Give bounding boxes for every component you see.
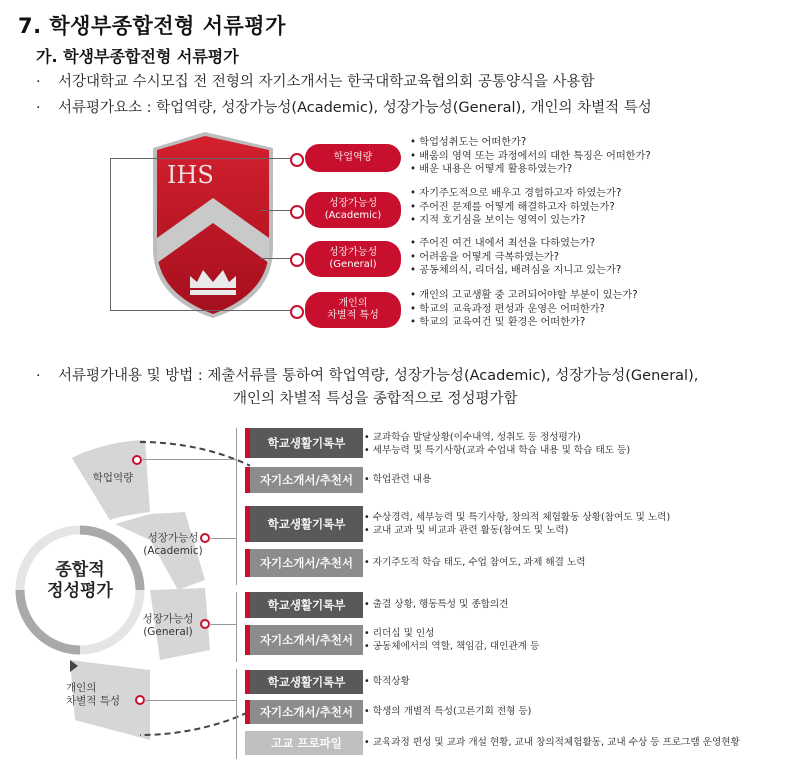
row-item: • 학생의 개별적 특성(고른기회 전형 등) <box>364 706 531 719</box>
segment-label <box>78 472 148 485</box>
connector-ring <box>290 253 304 267</box>
connector-line <box>209 624 237 625</box>
row-item: • 출결 상황, 행동특성 및 종합의견 <box>364 599 508 612</box>
question-item: • 학업성취도는 어떠한가? <box>410 136 651 150</box>
connector-ring <box>290 205 304 219</box>
center-label <box>28 560 132 602</box>
row-description <box>364 706 531 719</box>
row-box-record: 학교생활기록부 <box>245 428 363 458</box>
segment-label <box>66 682 146 708</box>
connector-line <box>141 459 237 460</box>
row-item: • 학적상황 <box>364 676 410 689</box>
row-item: • 공동체에서의 역할, 책임감, 대인관계 등 <box>364 641 539 654</box>
factor-questions <box>410 136 651 177</box>
factor-label: (Academic) <box>324 210 382 221</box>
row-box-essay: 자기소개서/추천서 <box>245 549 363 577</box>
bullet-text: 서류평가내용 및 방법 : 제출서류를 통하여 학업역량, 성장가능성(Academic), 성장가능성(General), <box>58 368 699 384</box>
factor-pill-academic <box>305 144 401 172</box>
row-box-record: 학교생활기록부 <box>245 506 363 542</box>
connector-line <box>110 310 295 311</box>
question-item: • 공동체의식, 리더십, 배려심을 지니고 있는가? <box>410 264 621 278</box>
connector-ring <box>290 153 304 167</box>
page-title: 7. 학생부종합전형 서류평가 <box>18 14 286 38</box>
segment-text: (Academic) <box>143 545 203 557</box>
row-box-record: 학교생활기록부 <box>245 670 363 694</box>
row-description <box>364 557 586 570</box>
bullet-item: · 서강대학교 수시모집 전 전형의 자기소개서는 한국대학교육협의회 공통양식을 사용함 <box>36 74 595 90</box>
factor-questions <box>410 237 621 278</box>
row-item: • 자기주도적 학습 태도, 수업 참여도, 과제 해결 노력 <box>364 557 586 570</box>
connector-line <box>110 158 111 310</box>
row-description <box>364 512 670 537</box>
row-item: • 수상경력, 세부능력 및 특기사항, 창의적 체험활동 상황(참여도 및 노력) <box>364 512 670 525</box>
bracket-line <box>236 592 237 662</box>
bullet-text: 서류평가요소 : 학업역량, 성장가능성(Academic), 성장가능성(General), 개인의 차별적 특성 <box>58 100 652 116</box>
row-item: • 학업관련 내용 <box>364 474 431 487</box>
segment-text: 성장가능성 <box>147 532 199 544</box>
row-item: • 리더십 및 인성 <box>364 628 539 641</box>
row-description <box>364 628 539 653</box>
question-item: • 학교의 교육여건 및 환경은 어떠한가? <box>410 316 638 330</box>
row-description <box>364 599 508 612</box>
factor-label: 개인의 <box>338 297 368 309</box>
factor-questions <box>410 289 638 330</box>
segment-text: 성장가능성 <box>142 613 194 625</box>
factor-pill-growth-academic <box>305 192 401 228</box>
question-item: • 주어진 문제를 어떻게 해결하고자 하였는가? <box>410 201 621 215</box>
row-item: • 교내 교과 및 비교과 관련 활동(참여도 및 노력) <box>364 525 670 538</box>
question-item: • 개인의 고교생활 중 고려되어야할 부분이 있는가? <box>410 289 638 303</box>
segment-text: (General) <box>143 626 193 638</box>
row-description <box>364 676 410 689</box>
segment-label <box>138 532 208 558</box>
factor-pill-growth-general <box>305 241 401 277</box>
question-item: • 배운 내용은 어떻게 활용하였는가? <box>410 163 651 177</box>
row-item: • 교과학습 발달상황(이수내역, 성취도 등 정성평가) <box>364 432 630 445</box>
factor-label: 차별적 특성 <box>327 310 379 321</box>
row-box-essay: 자기소개서/추천서 <box>245 625 363 655</box>
segment-label <box>133 613 203 639</box>
factor-label: (General) <box>329 259 377 270</box>
connector-line <box>110 158 295 159</box>
factor-pill-distinct <box>305 292 401 328</box>
factor-label: 성장가능성 <box>328 197 378 209</box>
question-item: • 어려움을 어떻게 극복하였는가? <box>410 251 621 265</box>
row-box-record: 학교생활기록부 <box>245 592 363 618</box>
center-label-line: 정성평가 <box>47 581 113 601</box>
bracket-line <box>236 505 237 585</box>
bracket-line <box>236 669 237 759</box>
section-subtitle: 가. 학생부종합전형 서류평가 <box>36 47 239 66</box>
segment-text: 학업역량 <box>92 472 134 484</box>
question-item: • 주어진 여건 내에서 최선을 다하였는가? <box>410 237 621 251</box>
segment-text: 개인의 <box>66 682 97 694</box>
question-item: • 배움의 영역 또는 과정에서의 대한 특징은 어떠한가? <box>410 150 651 164</box>
row-box-school-profile: 고교 프로파일 <box>245 731 363 755</box>
connector-line <box>144 700 237 701</box>
factor-label: 성장가능성 <box>328 246 378 258</box>
connector-line <box>209 538 237 539</box>
connector-ring <box>290 305 304 319</box>
row-item: • 교육과정 편성 및 교과 개설 현황, 교내 창의적체험활동, 교내 수상 등 프로그램 운영현황 <box>364 737 740 750</box>
question-item: • 지적 호기심을 보이는 영역이 있는가? <box>410 214 621 228</box>
factor-questions <box>410 187 621 228</box>
question-item: • 자기주도적으로 배우고 경험하고자 하였는가? <box>410 187 621 201</box>
row-description <box>364 432 630 457</box>
row-description <box>364 474 431 487</box>
question-item: • 학교의 교육과정 편성과 운영은 어떠한가? <box>410 303 638 317</box>
factor-label: 학업역량 <box>333 151 373 163</box>
bullet-item: · 서류평가요소 : 학업역량, 성장가능성(Academic), 성장가능성(General), 개인의 차별적 특성 <box>36 100 652 116</box>
center-label-line: 종합적 <box>55 560 105 580</box>
row-box-essay: 자기소개서/추천서 <box>245 467 363 493</box>
bullet-continuation: 개인의 차별적 특성을 종합적으로 정성평가함 <box>233 391 518 407</box>
bullet-text: 서강대학교 수시모집 전 전형의 자기소개서는 한국대학교육협의회 공통양식을 사용함 <box>58 74 595 90</box>
shield-logo-text: IHS <box>167 161 214 189</box>
row-description <box>364 737 740 750</box>
segment-text: 차별적 특성 <box>66 695 121 707</box>
bullet-item: · 서류평가내용 및 방법 : 제출서류를 통하여 학업역량, 성장가능성(Academic), 성장가능성(General), <box>36 368 699 384</box>
bracket-line <box>236 428 237 508</box>
row-item: • 세부능력 및 특기사항(교과 수업내 학습 내용 및 학습 태도 등) <box>364 445 630 458</box>
row-box-essay: 자기소개서/추천서 <box>245 700 363 724</box>
